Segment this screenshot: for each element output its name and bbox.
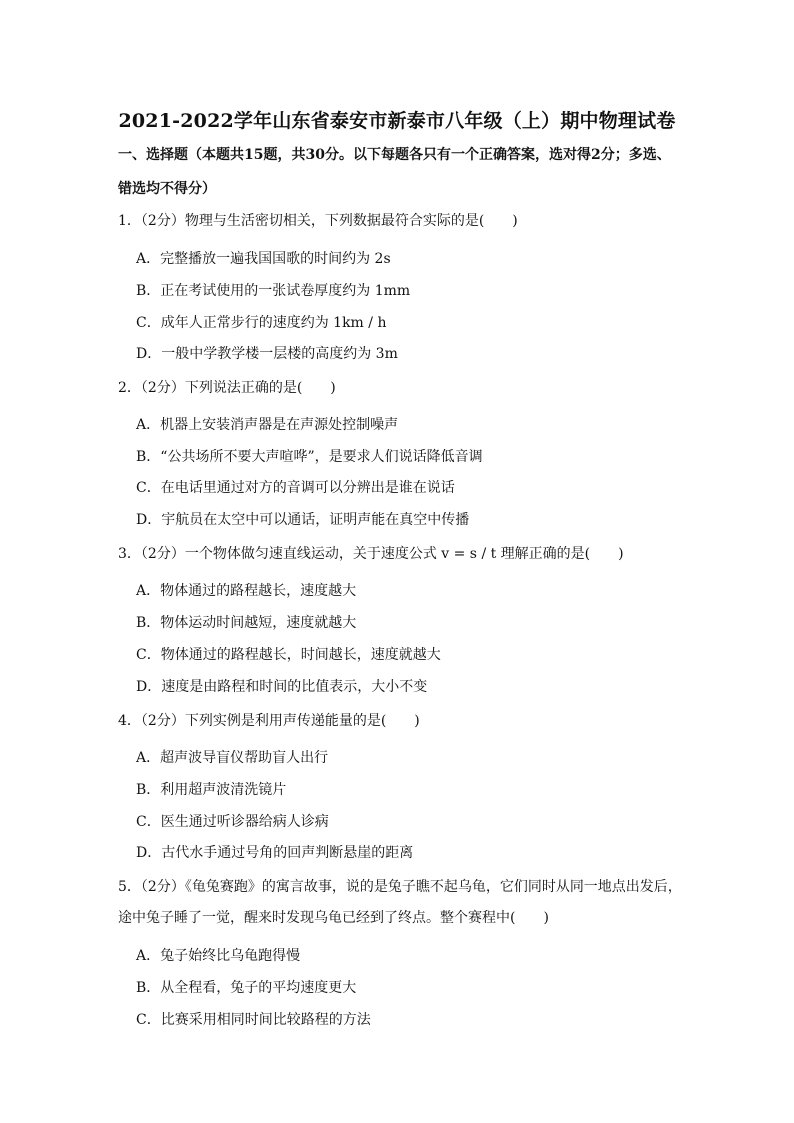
question-5-option-c: C．比赛采用相同时间比较路程的方法 <box>136 1012 371 1028</box>
section-heading-line2: 错选均不得分） <box>118 181 216 197</box>
question-3-stem: 3．（2分）一个物体做匀速直线运动，关于速度公式 v = s / t 理解正确的是( ) <box>118 546 624 562</box>
question-5-stem: 5．（2分）《龟兔赛跑》的寓言故事，说的是兔子瞧不起乌龟，它们同时从同一地点出发后， <box>118 879 682 895</box>
question-4-option-b: B．利用超声波清洗镜片 <box>136 782 287 798</box>
question-3-option-d: D．速度是由路程和时间的比值表示，大小不变 <box>136 679 428 695</box>
question-1-stem: 1．（2分）物理与生活密切相关，下列数据最符合实际的是( ) <box>118 213 518 229</box>
question-4-stem: 4．（2分）下列实例是利用声传递能量的是( ) <box>118 713 420 729</box>
question-1-option-c: C．成年人正常步行的速度约为 1km / h <box>136 315 387 331</box>
question-1-option-a: A．完整播放一遍我国国歌的时间约为 2s <box>136 251 391 267</box>
question-4-option-c: C．医生通过听诊器给病人诊病 <box>136 814 329 830</box>
question-4-option-d: D．古代水手通过号角的回声判断悬崖的距离 <box>136 845 414 861</box>
question-2-option-c: C．在电话里通过对方的音调可以分辨出是谁在说话 <box>136 480 455 496</box>
section-heading-line1: 一、选择题（本题共15题，共30分。以下每题各只有一个正确答案，选对得2分；多选、 <box>118 147 671 163</box>
question-1-option-d: D．一般中学教学楼一层楼的高度约为 3m <box>136 346 398 362</box>
exam-title: 2021-2022学年山东省泰安市新泰市八年级（上）期中物理试卷 <box>118 110 676 132</box>
question-5-option-a: A．兔子始终比乌龟跑得慢 <box>136 948 301 964</box>
question-1-option-b: B．正在考试使用的一张试卷厚度约为 1mm <box>136 283 411 299</box>
question-5-stem-line2: 途中兔子睡了一觉，醒来时发现乌龟已经到了终点。整个赛程中( ) <box>118 910 549 926</box>
question-4-option-a: A．超声波导盲仪帮助盲人出行 <box>136 750 329 766</box>
question-2-option-b: B．“公共场所不要大声喧哗”，是要求人们说话降低音调 <box>136 449 483 465</box>
question-3-option-c: C．物体通过的路程越长，时间越长，速度就越大 <box>136 647 441 663</box>
question-2-option-a: A．机器上安装消声器是在声源处控制噪声 <box>136 417 399 433</box>
question-3-option-b: B．物体运动时间越短，速度就越大 <box>136 615 357 631</box>
section-heading <box>118 138 698 206</box>
question-2-stem: 2．（2分）下列说法正确的是( ) <box>118 380 336 396</box>
question-2-option-d: D．宇航员在太空中可以通话，证明声能在真空中传播 <box>136 512 470 528</box>
question-3-option-a: A．物体通过的路程越长，速度越大 <box>136 583 357 599</box>
question-5-option-b: B．从全程看，兔子的平均速度更大 <box>136 980 357 996</box>
